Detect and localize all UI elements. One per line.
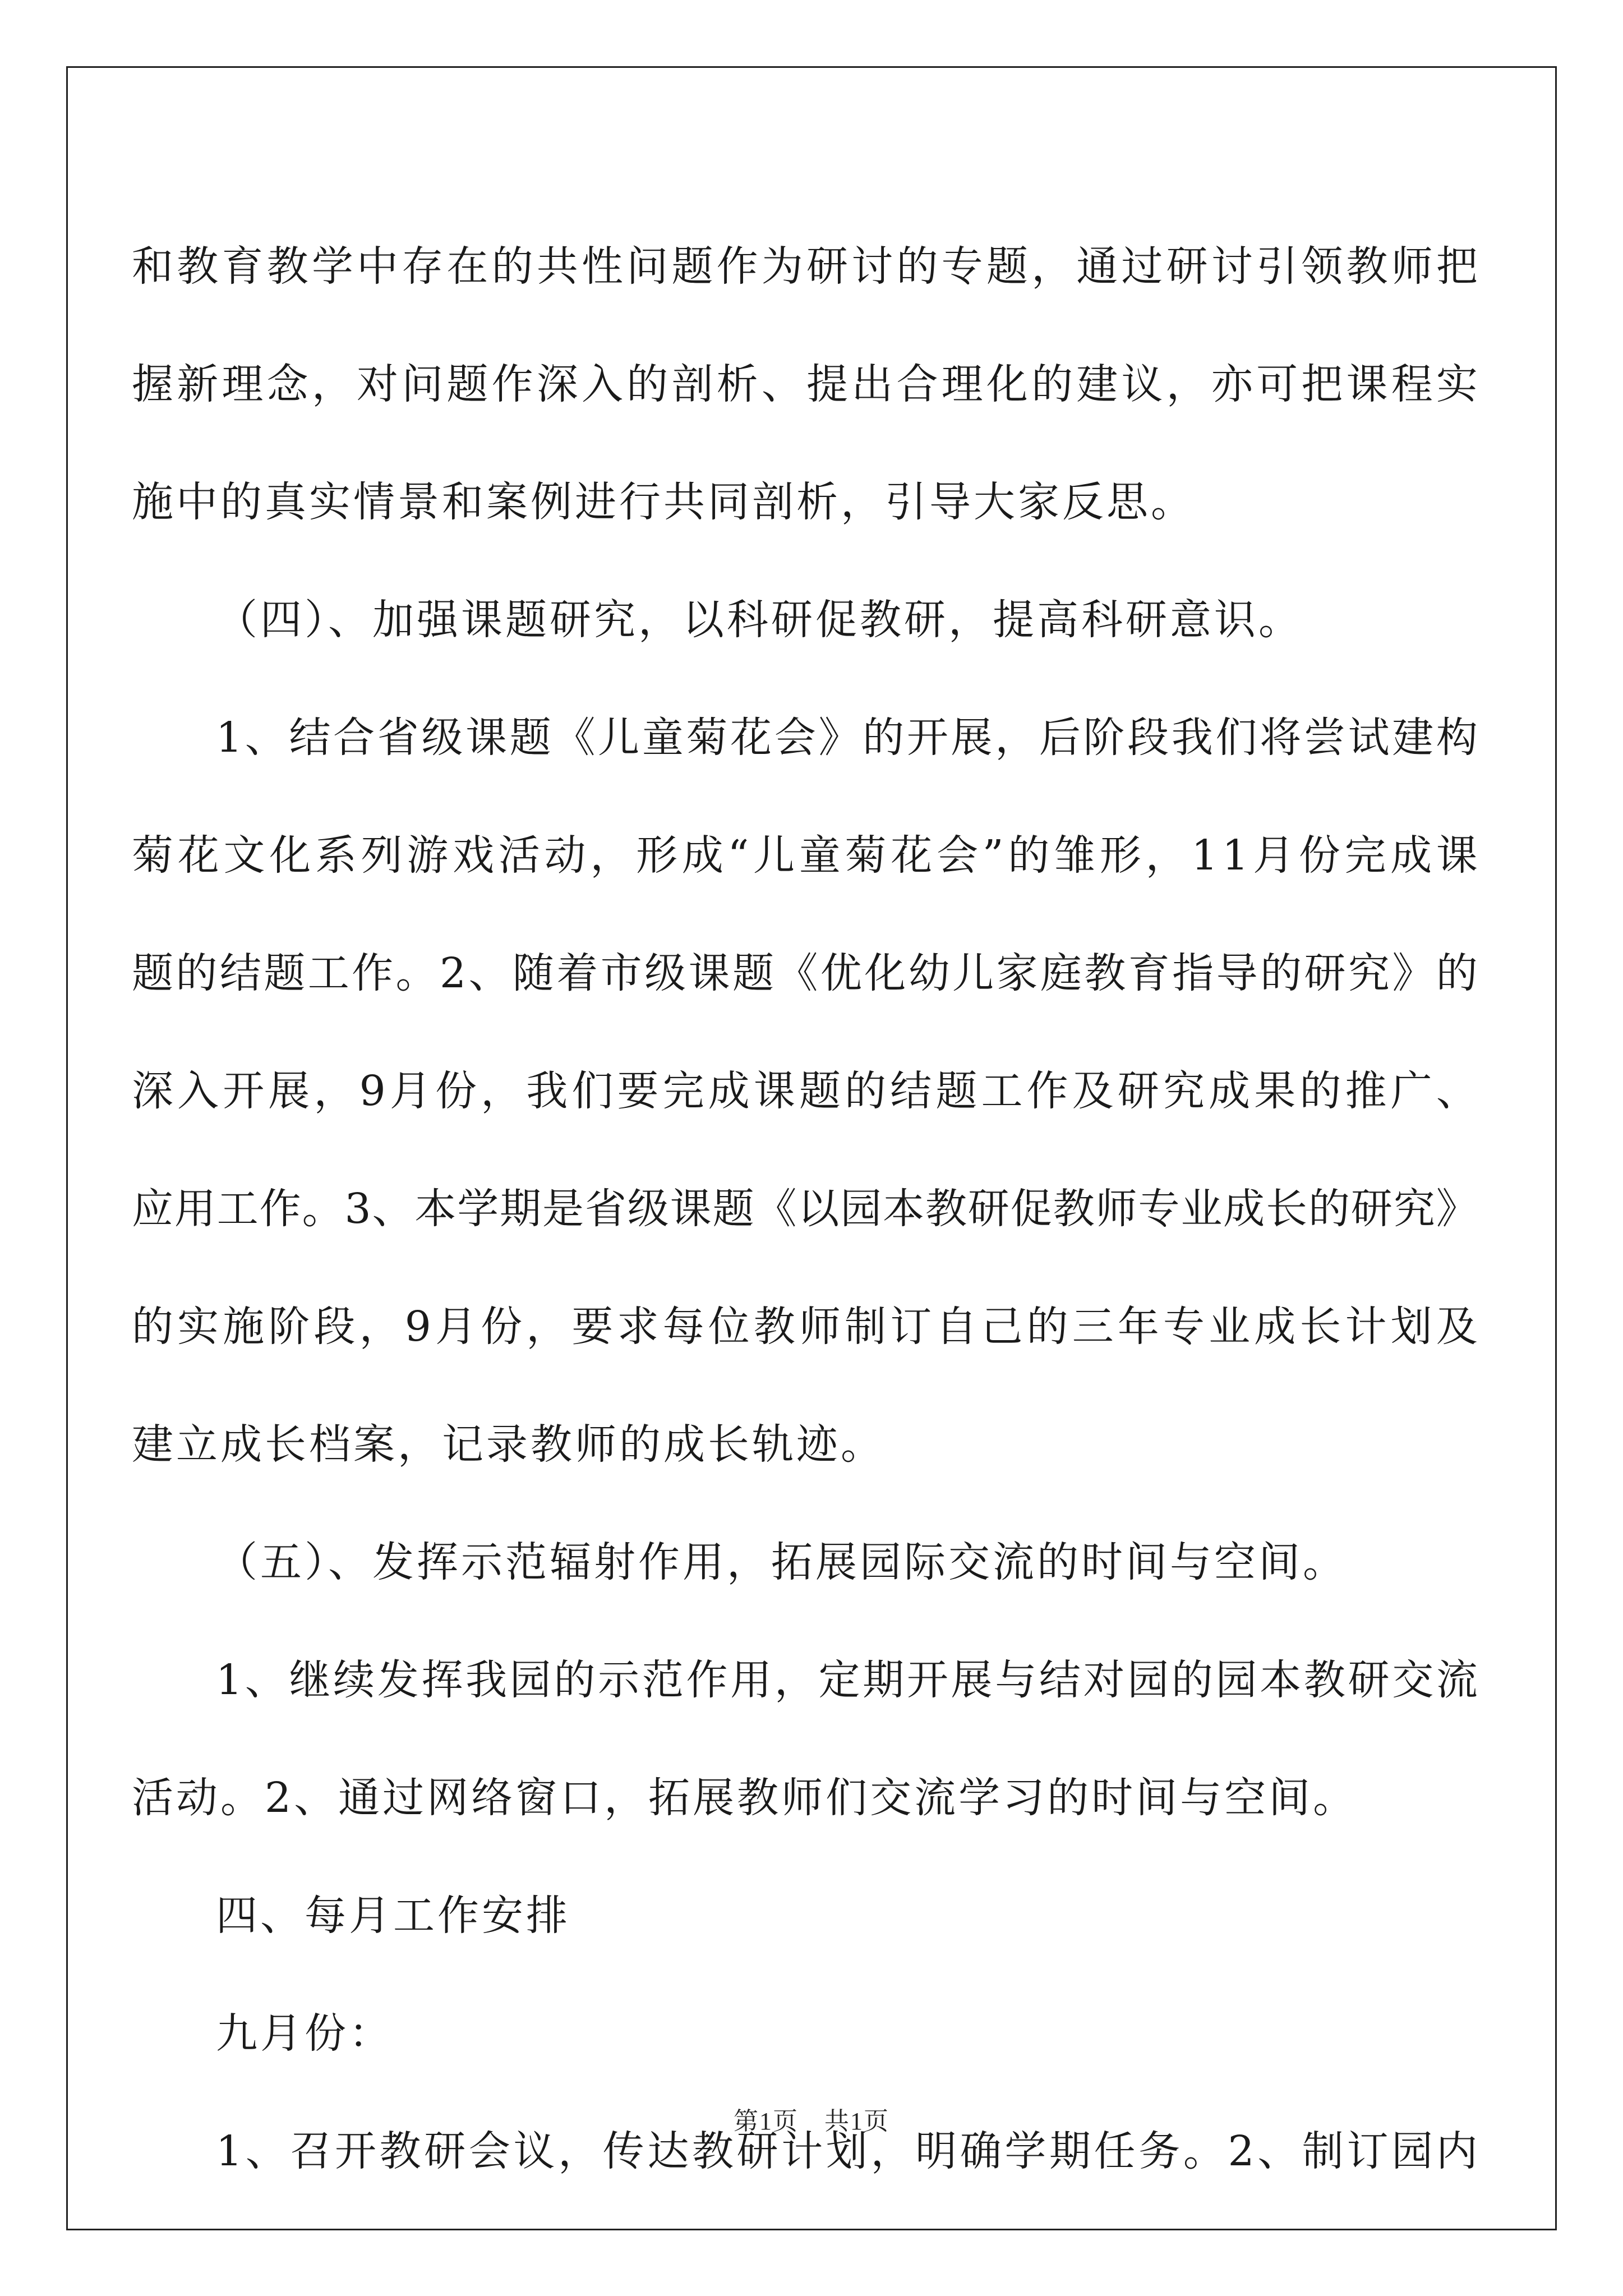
page-number-footer: 第1页 共1页 xyxy=(734,2108,889,2135)
text-line: 1 、 继 续 发 挥 我 园 的 示 范 作 用 ， 定 期 开 展 与 结 对 园 的 园 本 教 研 交 流 xyxy=(216,1656,1478,1704)
subsection-heading: 九月份： xyxy=(216,2009,393,2058)
document-body xyxy=(132,208,1478,2210)
text-line: 1 、 召 开 教 研 会 议 ， 传 达 教 研 计 划 ， 明 确 学 期 任 务 。 2 、 制 订 园 内 xyxy=(216,2127,1478,2175)
text-line: 建立成长档案，记录教师的成长轨迹。 xyxy=(132,1420,885,1469)
text-line: 题 的 结 题 工 作 。 2 、 随 着 市 级 课 题 《 优 化 幼 儿 家 庭 教 育 指 导 的 研 究 》 的 xyxy=(132,949,1478,997)
text-line: 深 入 开 展 ， 9 月 份 ， 我 们 要 完 成 课 题 的 结 题 工 作 及 研 究 成 果 的 推 广 、 xyxy=(132,1067,1478,1115)
section-heading: （五）、发挥示范辐射作用，拓展园际交流的时间与空间。 xyxy=(216,1538,1347,1586)
text-line: 活动。2、通过网络窗口，拓展教师们交流学习的时间与空间。 xyxy=(132,1774,1358,1822)
text-line: 应 用 工 作 。 3 、 本 学 期 是 省 级 课 题 《 以 园 本 教 研 促 教 师 专 业 成 长 的 研 究 》 xyxy=(132,1185,1478,1233)
text-line: 施中的真实情景和案例进行共同剖析，引导大家反思。 xyxy=(132,478,1195,526)
text-line: 菊 花 文 化 系 列 游 戏 活 动 ， 形 成 “ 儿 童 菊 花 会 ” 的 雏 形 ， 1 1 月 份 完 成 课 xyxy=(132,831,1478,880)
text-line: 1 、 结 合 省 级 课 题 《 儿 童 菊 花 会 》 的 开 展 ， 后 阶 段 我 们 将 尝 试 建 构 xyxy=(216,714,1478,762)
text-line: 握 新 理 念 ， 对 问 题 作 深 入 的 剖 析 、 提 出 合 理 化 的 建 议 ， 亦 可 把 课 程 实 xyxy=(132,360,1478,408)
text-line: 和 教 育 教 学 中 存 在 的 共 性 问 题 作 为 研 讨 的 专 题 ， 通 过 研 讨 引 领 教 师 把 xyxy=(132,242,1478,291)
text-line: 的 实 施 阶 段 ， 9 月 份 ， 要 求 每 位 教 师 制 订 自 己 的 三 年 专 业 成 长 计 划 及 xyxy=(132,1303,1478,1351)
section-heading: （四）、加强课题研究，以科研促教研，提高科研意识。 xyxy=(216,596,1303,644)
section-heading: 四、每月工作安排 xyxy=(216,1892,570,1940)
